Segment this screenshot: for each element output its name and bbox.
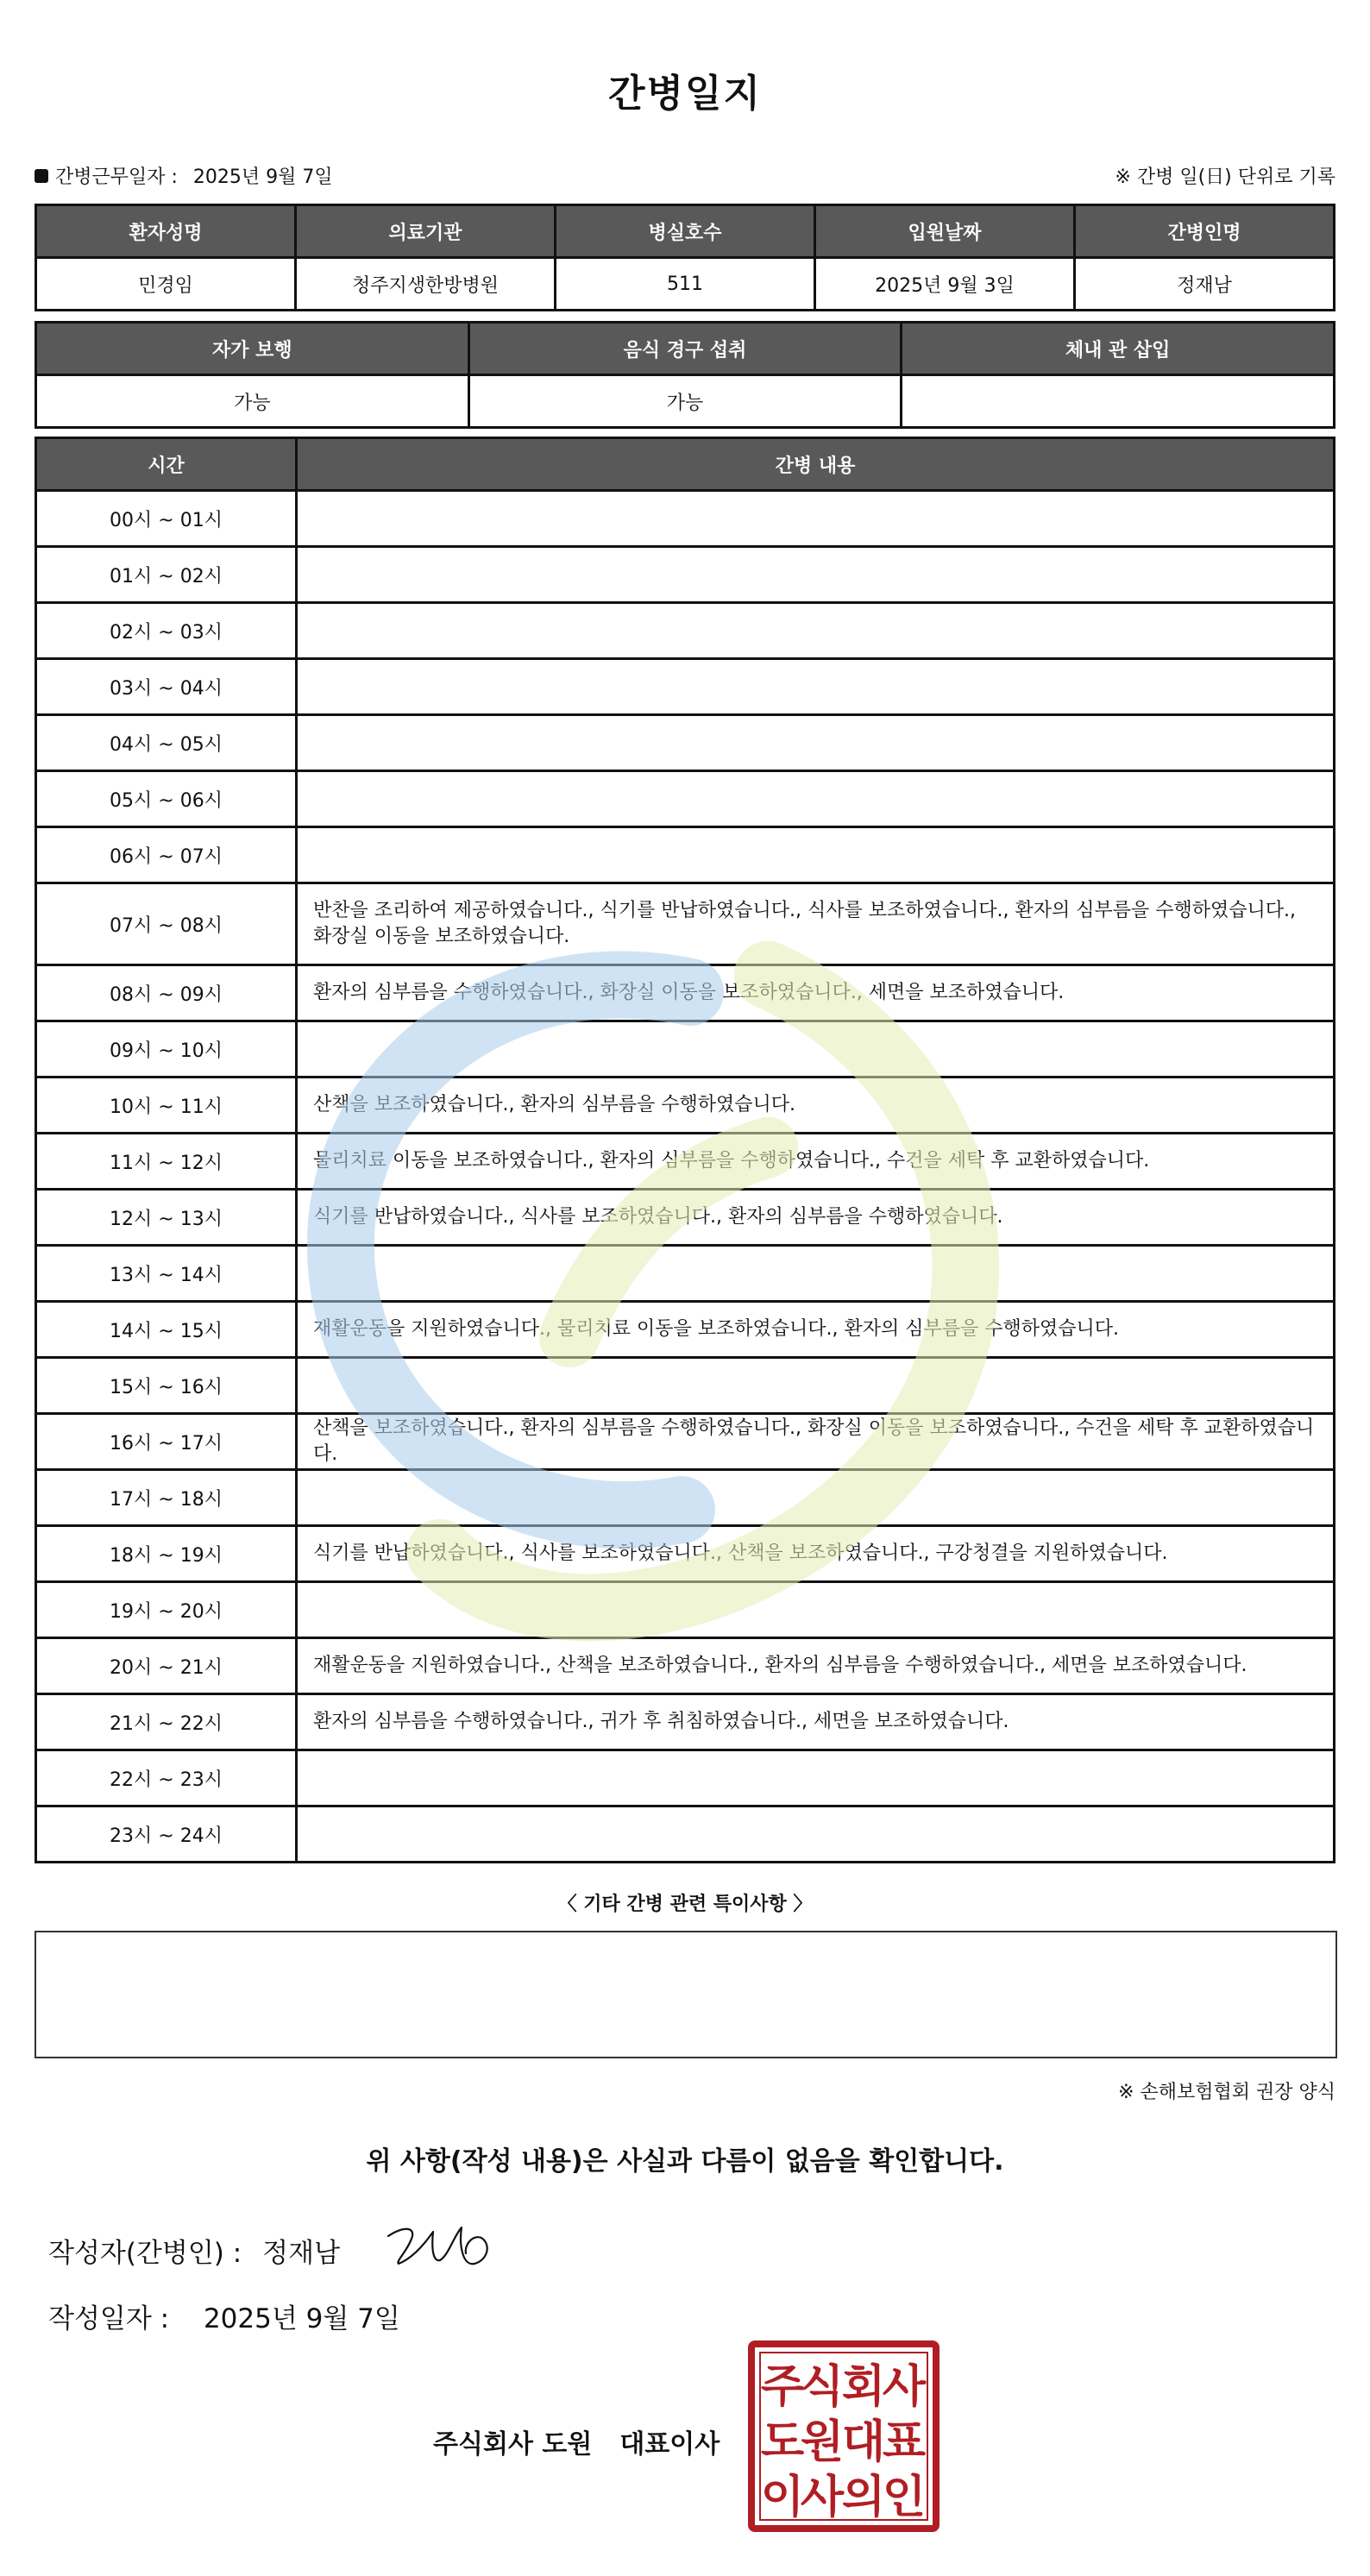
log-time: 17시 ~ 18시: [36, 1470, 297, 1526]
log-content: 산책을 보조하였습니다., 환자의 심부름을 수행하였습니다., 화장실 이동을 보조하였습니다., 수건을 세탁 후 교환하였습니다.: [297, 1414, 1335, 1470]
log-content: 환자의 심부름을 수행하였습니다., 귀가 후 취침하였습니다., 세면을 보조하였습니다.: [297, 1694, 1335, 1750]
date-value: 2025년 9월 7일: [203, 2303, 400, 2334]
log-time: 11시 ~ 12시: [36, 1134, 297, 1190]
writer-line: [48, 2231, 340, 2270]
room-number: 511: [556, 258, 815, 311]
log-content: [297, 603, 1335, 659]
header-admission-date: 입원날짜: [815, 205, 1075, 258]
svg-text:회: 회: [841, 2361, 886, 2413]
log-time: 14시 ~ 15시: [36, 1302, 297, 1358]
log-time: 22시 ~ 23시: [36, 1750, 297, 1806]
table-row: [36, 1021, 1335, 1078]
written-date-line: [48, 2296, 400, 2335]
log-content: [297, 1021, 1335, 1078]
table-row: [36, 1414, 1335, 1470]
log-content: 식기를 반납하였습니다., 식사를 보조하였습니다., 산책을 보조하였습니다., 구강청결을 지원하였습니다.: [297, 1526, 1335, 1582]
company-line: [433, 2422, 720, 2460]
table-row: [36, 1134, 1335, 1190]
hospital-name: 청주지생한방병원: [296, 258, 556, 311]
log-content: [297, 1750, 1335, 1806]
record-note: ※ 간병 일(日) 단위로 기록: [1115, 166, 1335, 188]
company-name: 주식회사 도원: [433, 2429, 593, 2460]
log-time: 16시 ~ 17시: [36, 1414, 297, 1470]
walking-value: 가능: [36, 375, 469, 428]
table-row: [36, 1078, 1335, 1134]
log-content: [297, 715, 1335, 771]
table-row: [36, 1302, 1335, 1358]
svg-text:인: 인: [882, 2472, 927, 2523]
header-caregiver: 간병인명: [1075, 205, 1335, 258]
log-time: 07시 ~ 08시: [36, 883, 297, 965]
confirmation-statement: 위 사항(작성 내용)은 사실과 다름이 없음을 확인합니다.: [366, 2146, 1004, 2177]
patient-name: 민경임: [36, 258, 296, 311]
table-row: [36, 1526, 1335, 1582]
log-content: 재활운동을 지원하였습니다., 물리치료 이동을 보조하였습니다., 환자의 심부름을 수행하였습니다.: [297, 1302, 1335, 1358]
log-time: 18시 ~ 19시: [36, 1526, 297, 1582]
table-row: [36, 1190, 1335, 1246]
table-row: [36, 659, 1335, 715]
log-time: 03시 ~ 04시: [36, 659, 297, 715]
log-content: [297, 771, 1335, 827]
log-content: [297, 547, 1335, 603]
table-row: [36, 603, 1335, 659]
log-content: [297, 1470, 1335, 1526]
svg-text:대: 대: [841, 2416, 886, 2468]
log-time: 09시 ~ 10시: [36, 1021, 297, 1078]
notes-title: 〈 기타 간병 관련 특이사항 〉: [557, 1894, 813, 1915]
log-time: 15시 ~ 16시: [36, 1358, 297, 1414]
insurer-note: ※ 손해보험협회 권장 양식: [1118, 2082, 1335, 2103]
document-title: 간병일지: [607, 72, 762, 116]
signature: [380, 2210, 509, 2279]
svg-text:사: 사: [800, 2472, 845, 2523]
log-time: 13시 ~ 14시: [36, 1246, 297, 1302]
log-time: 05시 ~ 06시: [36, 771, 297, 827]
log-content: 물리치료 이동을 보조하였습니다., 환자의 심부름을 수행하였습니다., 수건을 세탁 후 교환하였습니다.: [297, 1134, 1335, 1190]
table-row: [36, 491, 1335, 547]
table-row: [36, 1750, 1335, 1806]
care-log-table: [35, 437, 1335, 1863]
log-time: 23시 ~ 24시: [36, 1806, 297, 1863]
patient-status-table: [35, 321, 1335, 429]
svg-text:이: 이: [760, 2472, 805, 2523]
svg-text:주: 주: [760, 2361, 805, 2413]
log-time: 02시 ~ 03시: [36, 603, 297, 659]
log-content: [297, 659, 1335, 715]
special-notes-box: [35, 1931, 1337, 2058]
ceo-label: 대표이사: [619, 2429, 720, 2460]
header-room: 병실호수: [556, 205, 815, 258]
log-time: 19시 ~ 20시: [36, 1582, 297, 1638]
company-seal: [747, 2340, 940, 2533]
header-walking: 자가 보행: [36, 323, 469, 375]
svg-text:원: 원: [800, 2416, 845, 2468]
header-care-content: 간병 내용: [297, 438, 1335, 491]
log-content: [297, 1358, 1335, 1414]
log-time: 04시 ~ 05시: [36, 715, 297, 771]
log-time: 21시 ~ 22시: [36, 1694, 297, 1750]
table-row: [36, 883, 1335, 965]
table-row: [36, 1246, 1335, 1302]
log-time: 00시 ~ 01시: [36, 491, 297, 547]
table-row: [36, 965, 1335, 1021]
log-content: 반찬을 조리하여 제공하였습니다., 식기를 반납하였습니다., 식사를 보조하였습니다., 환자의 심부름을 수행하였습니다., 화장실 이동을 보조하였습니다.: [297, 883, 1335, 965]
table-row: [36, 547, 1335, 603]
header-hospital: 의료기관: [296, 205, 556, 258]
log-time: 06시 ~ 07시: [36, 827, 297, 883]
table-row: [36, 1694, 1335, 1750]
svg-text:식: 식: [800, 2361, 845, 2413]
header-tube: 체내 관 삽입: [902, 323, 1335, 375]
svg-text:의: 의: [841, 2472, 886, 2523]
log-content: [297, 827, 1335, 883]
header-oral-intake: 음식 경구 섭취: [468, 323, 902, 375]
admission-date: 2025년 9월 3일: [815, 258, 1075, 311]
table-row: [36, 1358, 1335, 1414]
date-label: 작성일자 :: [48, 2303, 170, 2334]
header-patient-name: 환자성명: [36, 205, 296, 258]
log-content: [297, 1246, 1335, 1302]
oral-intake-value: 가능: [468, 375, 902, 428]
table-row: [36, 715, 1335, 771]
work-date: [35, 162, 333, 189]
table-row: [36, 1638, 1335, 1694]
caregiver-name: 정재남: [1075, 258, 1335, 311]
log-time: 10시 ~ 11시: [36, 1078, 297, 1134]
writer-label: 작성자(간병인) :: [48, 2238, 242, 2269]
log-time: 12시 ~ 13시: [36, 1190, 297, 1246]
table-row: [36, 827, 1335, 883]
writer-name: 정재남: [262, 2238, 341, 2269]
svg-text:사: 사: [882, 2361, 927, 2413]
bullet-square-icon: [35, 169, 48, 183]
log-content: 산책을 보조하였습니다., 환자의 심부름을 수행하였습니다.: [297, 1078, 1335, 1134]
log-time: 08시 ~ 09시: [36, 965, 297, 1021]
log-content: [297, 1806, 1335, 1863]
log-time: 01시 ~ 02시: [36, 547, 297, 603]
svg-text:표: 표: [882, 2416, 927, 2468]
log-content: 환자의 심부름을 수행하였습니다., 화장실 이동을 보조하였습니다., 세면을 보조하였습니다.: [297, 965, 1335, 1021]
table-row: [36, 771, 1335, 827]
log-content: [297, 1582, 1335, 1638]
patient-info-table: [35, 204, 1335, 311]
table-row: [36, 1806, 1335, 1863]
work-date-value: 2025년 9월 7일: [192, 166, 333, 188]
log-content: 식기를 반납하였습니다., 식사를 보조하였습니다., 환자의 심부름을 수행하였습니다.: [297, 1190, 1335, 1246]
svg-text:도: 도: [760, 2416, 805, 2468]
table-row: [36, 1582, 1335, 1638]
header-time: 시간: [36, 438, 297, 491]
tube-value: [902, 375, 1335, 428]
log-content: [297, 491, 1335, 547]
log-content: 재활운동을 지원하였습니다., 산책을 보조하였습니다., 환자의 심부름을 수행하였습니다., 세면을 보조하였습니다.: [297, 1638, 1335, 1694]
log-time: 20시 ~ 21시: [36, 1638, 297, 1694]
table-row: [36, 1470, 1335, 1526]
work-date-label: 간병근무일자 :: [55, 166, 178, 188]
